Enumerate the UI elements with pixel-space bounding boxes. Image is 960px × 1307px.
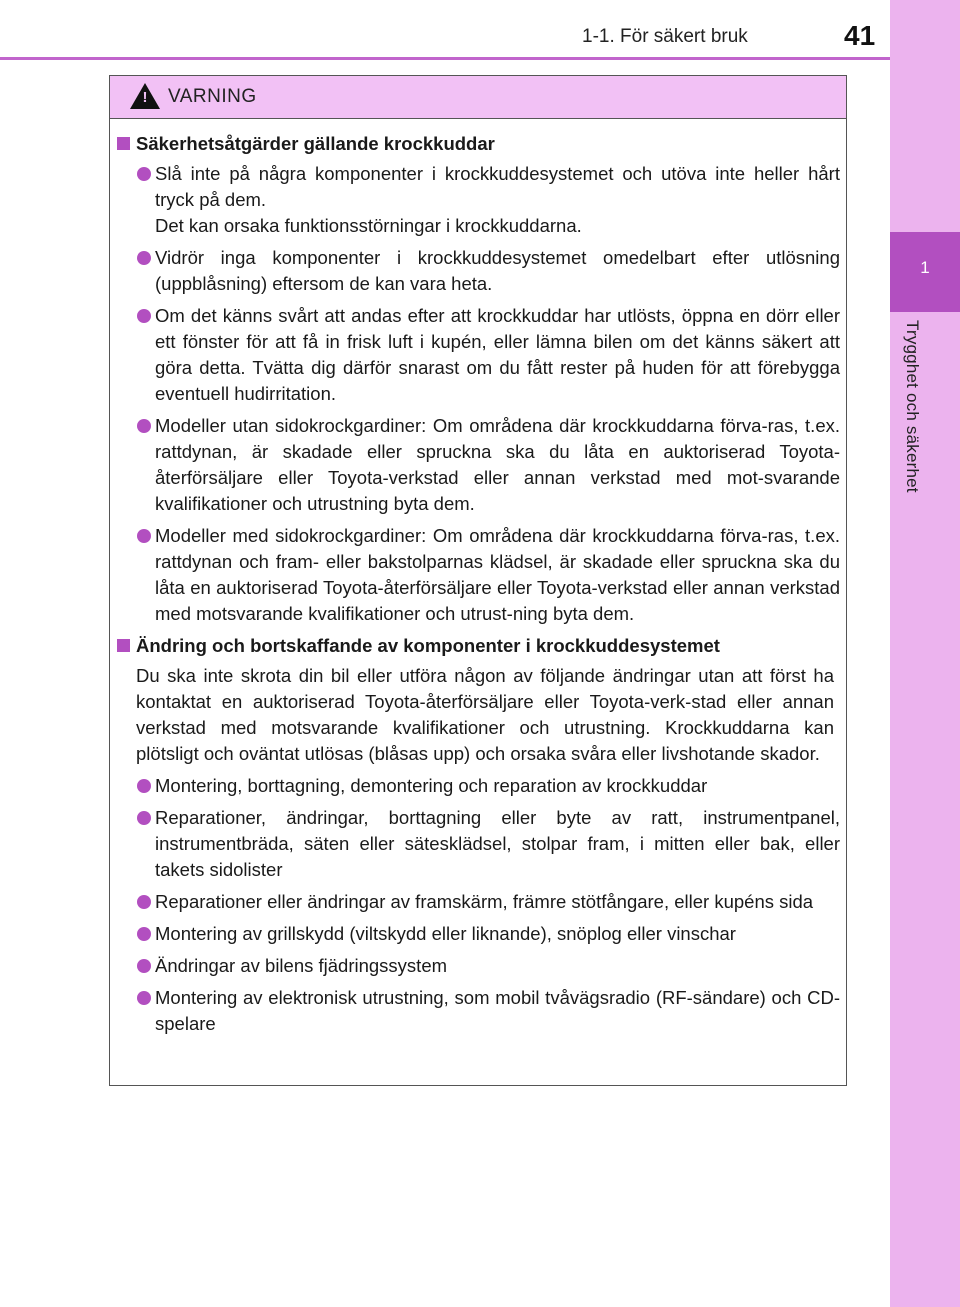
list-item-text: Montering av grillskydd (viltskydd eller liknande), snöplog eller vinschar [155,923,736,944]
warning-title: VARNING [168,86,257,107]
section-intro: Du ska inte skrota din bil eller utföra någon av följande ändringar utan att först ha kontaktat en auktoriserad Toyota-återförsäljare eller Toyota-verk-stad eller annan verkstad med motsvarande kvalifikationer och utrustning. Krockkuddarna kan plötsligt och oväntat utlösas (blåsas upp) och orsaka svåra eller livshotande skador. [136,665,834,764]
list-item [110,805,848,883]
bullet-icon [137,959,151,973]
list-item [110,413,848,517]
warning-triangle-icon: ! [130,83,160,109]
list-item [110,921,848,947]
list-item-text: Montering, borttagning, demontering och reparation av krockkuddar [155,775,708,796]
bullet-icon [137,779,151,793]
list-item-text: Det kan orsaka funktionsstörningar i krockkuddarna. [155,215,582,236]
bullet-icon [137,895,151,909]
list-item [110,985,848,1037]
list-item [110,523,848,627]
side-tab [890,0,960,1307]
list-item-text: Ändringar av bilens fjädringssystem [155,955,448,976]
bullet-icon [137,167,151,181]
page-number: 41 [844,20,876,51]
list-item [110,245,848,297]
square-bullet-icon [117,137,130,150]
section-heading-modification [110,633,848,659]
section-heading-safety [110,131,848,157]
bullet-icon [137,529,151,543]
warning-box [109,75,847,1086]
bullet-icon [137,251,151,265]
list-item-text: Modeller utan sidokrockgardiner: Om områdena där krockkuddarna förva-ras, t.ex. rattdynan, är skadade eller spruckna ska du låta en auktoriserad Toyota-återförsäljare eller Toyota-verkstad eller annan verkstad med mot-svarande kvalifikationer och utrustning byta dem. [155,415,840,514]
list-item-text: Slå inte på några komponenter i krockkuddesystemet och utöva inte heller hårt tryck på dem. [155,163,840,210]
warning-content [110,131,848,1043]
chapter-number-tab: 1 [890,232,960,312]
bullet-icon [137,811,151,825]
section-heading-text: Säkerhetsåtgärder gällande krockkuddar [136,133,495,154]
bullet-icon [137,309,151,323]
list-item [110,773,848,799]
bullet-icon [137,419,151,433]
square-bullet-icon [117,639,130,652]
list-item [110,889,848,915]
chapter-title: Trygghet och säkerhet [903,320,922,493]
list-item-text: Om det känns svårt att andas efter att krockkuddar har utlösts, öppna en dörr eller ett fönster för att få in frisk luft i kupén, eller lämna bilen om det känns säkert att göra detta. Tvätta dig därför snarast om du fått rester på huden för att förebygga eventuell hudirritation. [155,305,840,404]
list-item-text: Reparationer eller ändringar av framskärm, främre stötfångare, eller kupéns sida [155,891,814,912]
list-item [110,161,848,239]
list-item [110,953,848,979]
list-item-text: Reparationer, ändringar, borttagning eller byte av ratt, instrumentpanel, instrumentbräda, säten eller sätesklädsel, stolpar fram, i mitten eller bak, eller takets sidolister [155,807,840,880]
section-title: 1-1. För säkert bruk [582,26,748,47]
header-divider [0,57,890,60]
list-item [110,303,848,407]
warning-header [110,76,846,119]
section-heading-text: Ändring och bortskaffande av komponenter i krockkuddesystemet [136,635,720,656]
list-item-text: Modeller med sidokrockgardiner: Om områdena där krockkuddarna förva-ras, t.ex. rattdynan och fram- eller bakstolparnas klädsel, är skadade eller spruckna ska du låta en auktoriserad Toyota-återförsäljare eller Toyota-verkstad eller annan verkstad med motsvarande kvalifikationer och utrust-ning byta dem. [155,525,840,624]
bullet-icon [137,991,151,1005]
bullet-icon [137,927,151,941]
list-item-text: Montering av elektronisk utrustning, som mobil tvåvägsradio (RF-sändare) och CD-spelare [155,987,840,1034]
list-item-text: Vidrör inga komponenter i krockkuddesystemet omedelbart efter utlösning (uppblåsning) eftersom de kan vara heta. [155,247,840,294]
